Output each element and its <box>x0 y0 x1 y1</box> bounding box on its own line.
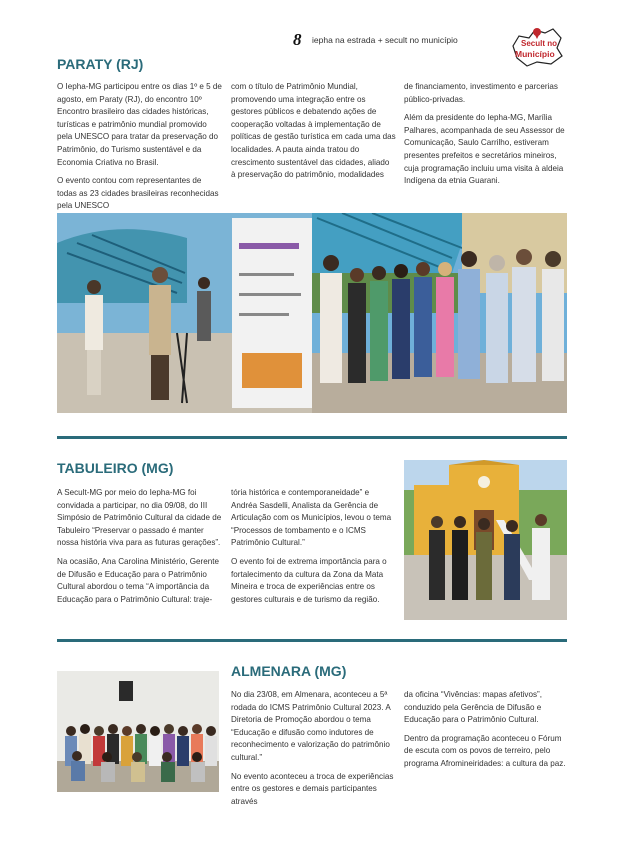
paragraph: O evento contou com representantes de todas as 23 cidades brasileiras reconhecidas pela UNESCO <box>57 176 219 211</box>
page-number: 8 <box>293 30 302 49</box>
logo-text-secult: Secult no <box>521 39 558 48</box>
paraty-column-2 <box>231 81 396 188</box>
paragraph: com o título de Patrimônio Mundial, promovendo uma integração entre os gestores públicos e debatendo ações de cooperação voltadas à implementação de políticas de gestão turística em cada uma das localidades. A pauta ainda tratou do crescimento sustentável das cidades, aliado à preservação do patrimônio, modalidades <box>231 82 396 180</box>
photo-paraty-interview <box>57 213 312 413</box>
section-title-paraty: PARATY (RJ) <box>57 56 144 72</box>
logo-text-municipio: Município <box>515 49 555 59</box>
secult-municipio-logo <box>507 24 567 68</box>
paragraph: Além da presidente do Iepha-MG, Marília Palhares, acompanhada de seu Assessor de Comunicação, Saulo Carrilho, estiveram presentes prefeitos e secretários mineiros, cuja programação incluiu uma visita à aldeia Indígena da etnia Guarani. <box>404 113 565 186</box>
section-divider <box>57 436 567 439</box>
photo-almenara-group <box>57 671 219 792</box>
paragraph: de financiamento, investimento e parcerias público-privadas. <box>404 82 558 104</box>
paragraph: No dia 23/08, em Almenara, aconteceu a 5ª rodada do ICMS Patrimônio Cultural 2023. A Diretoria de Promoção abordou o tema “Educação e difusão como indutores de reconhecimento e valorização do patrimônio cultural.” <box>231 690 391 762</box>
tabuleiro-column-1 <box>57 487 222 612</box>
paragraph: O Iepha-MG participou entre os dias 1º e 5 de agosto, em Paraty (RJ), do encontro 10º Encontro brasileiro das cidades históricas, turísticas e patrimônio mundial promovido pela UNESCO para tratar da preservação do Patrimônio, do Turismo sustentável e da Economia Criativa no Brasil. <box>57 82 222 167</box>
paragraph: tória histórica e contemporaneidade” e Andréa Sasdelli, Analista da Gerência de Articulação com os Municípios, levou o tema “Processos de tombamento e o ICMS Patrimônio Cultural.” <box>231 488 392 548</box>
almenara-column-2 <box>404 689 569 777</box>
tabuleiro-column-2 <box>231 487 396 612</box>
paragraph: O evento foi de extrema importância para o fortalecimento da cultura da Zona da Mata Mineira e troca de experiências entre os gestores culturais e de turismo da região. <box>231 556 387 604</box>
section-divider <box>57 639 567 642</box>
photo-tabuleiro-group <box>404 460 567 620</box>
section-title-tabuleiro: TABULEIRO (MG) <box>57 460 174 476</box>
paraty-column-3 <box>404 81 569 194</box>
almenara-column-1 <box>231 689 396 814</box>
section-title-almenara: ALMENARA (MG) <box>231 663 347 679</box>
paragraph: No evento aconteceu a troca de experiências entre os gestores e demais participantes através <box>231 771 394 806</box>
running-title: iepha na estrada + secult no município <box>312 35 458 45</box>
paraty-column-1 <box>57 81 222 219</box>
paragraph: da oficina “Vivências: mapas afetivos”, conduzido pela Gerência de Difusão e Educação para o Patrimônio Cultural. <box>404 690 542 725</box>
paragraph: Dentro da programação aconteceu o Fórum de escuta com os povos de terreiro, pelo programa Afromineiridades: a cultura da paz. <box>404 733 566 768</box>
paragraph: Na ocasião, Ana Carolina Ministério, Gerente de Difusão e Educação para o Patrimônio Cultural abordou o tema “A importância da Educação para o Patrimônio Cultural: traje- <box>57 556 219 604</box>
paragraph: A Secult-MG por meio do Iepha-MG foi convidada a participar, no dia 09/08, do III Simpósio de Patrimônio Cultural da cidade de Tabuleiro “Preservar o passado é manter nossa história viva para as futuras gerações”. <box>57 488 222 548</box>
photo-paraty-group <box>312 213 567 413</box>
